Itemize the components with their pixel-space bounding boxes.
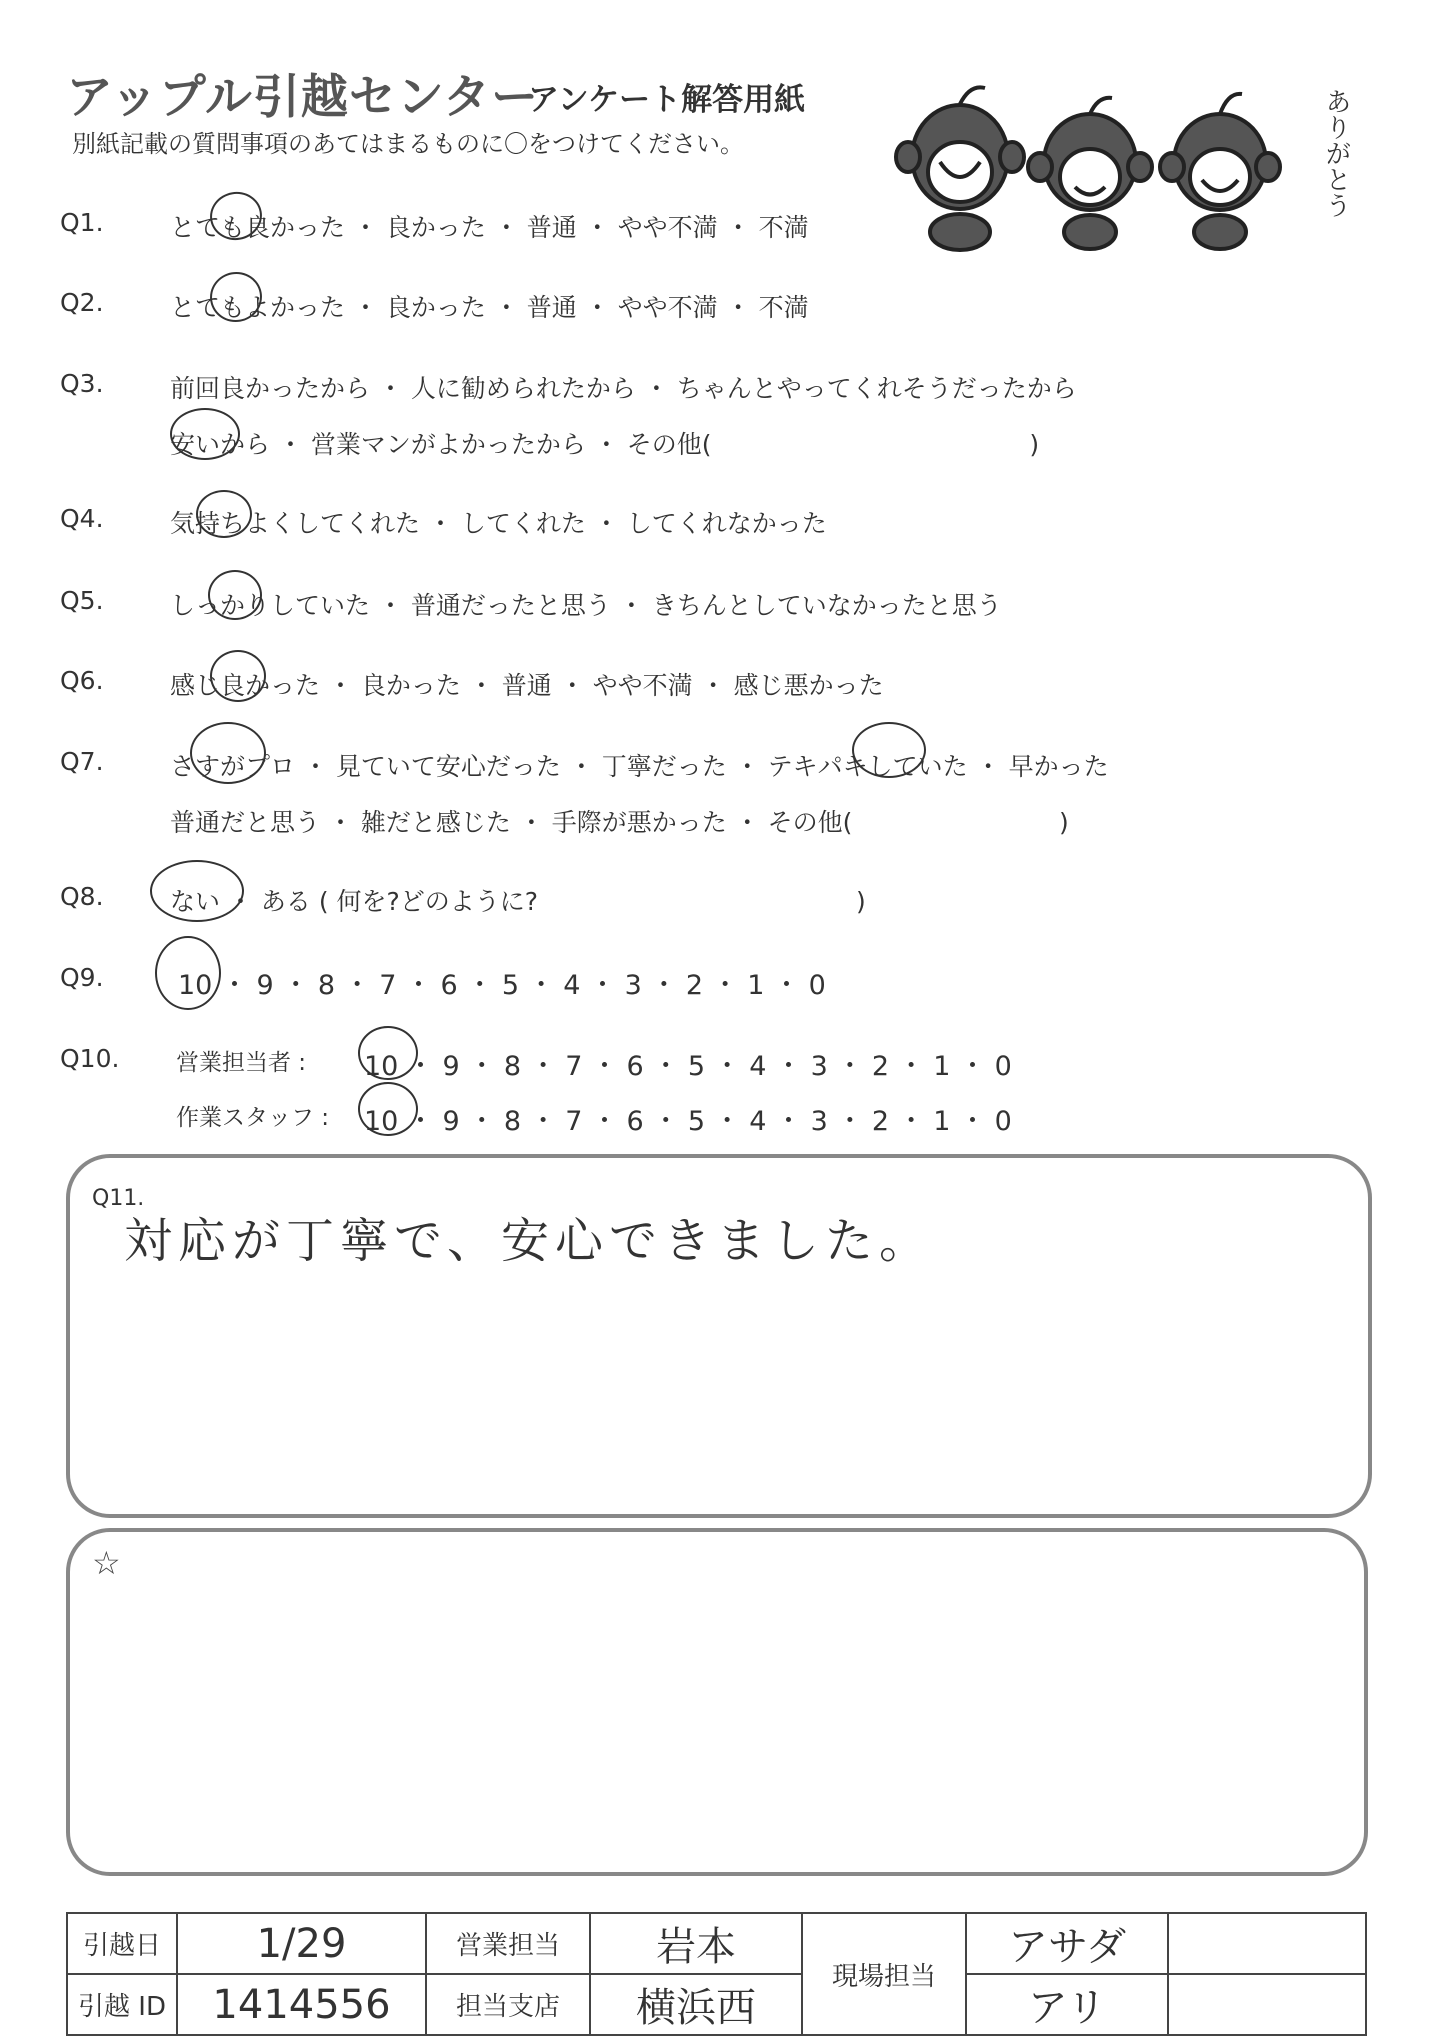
- sales-label: 営業担当: [426, 1913, 590, 1974]
- site-value-2: アリ: [966, 1974, 1168, 2035]
- q10-staff-label: 作業スタッフ :: [176, 1105, 330, 1131]
- q6-label: Q6.: [60, 666, 104, 695]
- footer-table: [66, 1912, 1367, 2036]
- q1-label: Q1.: [60, 208, 104, 237]
- answer-circle-q10-sales: [358, 1026, 418, 1080]
- q6-options: 感じ良かった ・ 良かった ・ 普通 ・ やや不満 ・ 感じ悪かった: [170, 671, 884, 700]
- move-id-label: 引越 ID: [67, 1974, 177, 2035]
- q7-options-line2: 普通だと思う ・ 雑だと感じた ・ 手際が悪かった ・ その他( ): [170, 808, 1069, 837]
- q1-options: とても良かった ・ 良かった ・ 普通 ・ やや不満 ・ 不満: [170, 213, 809, 242]
- answer-circle-q8: [150, 860, 244, 922]
- sales-value: 岩本: [590, 1913, 802, 1974]
- star-icon: ☆: [92, 1544, 121, 1582]
- q8-label: Q8.: [60, 882, 104, 911]
- q10-staff-scale: 10 ・ 9 ・ 8 ・ 7 ・ 6 ・ 5 ・ 4 ・ 3 ・ 2 ・ 1 ・ 0: [364, 1106, 1012, 1137]
- q7-label: Q7.: [60, 747, 104, 776]
- mascot-illustration: [890, 62, 1330, 252]
- q5-label: Q5.: [60, 586, 104, 615]
- instruction-text: 別紙記載の質問事項のあてはまるものに〇をつけてください。: [72, 130, 744, 158]
- empty-cell-2: [1168, 1974, 1366, 2035]
- q9-options: 10 ・ 9 ・ 8 ・ 7 ・ 6 ・ 5 ・ 4 ・ 3 ・ 2 ・ 1 ・ 0: [178, 970, 826, 1001]
- answer-circle-q6: [210, 650, 266, 702]
- move-date-value: 1/29: [177, 1913, 426, 1974]
- answer-circle-q9: [155, 936, 221, 1010]
- q2-label: Q2.: [60, 288, 104, 317]
- answer-circle-q3: [170, 408, 240, 460]
- q11-handwritten-answer: 対応が丁寧で、安心できました。: [124, 1213, 934, 1269]
- q3-options-line1: 前回良かったから ・ 人に勧められたから ・ ちゃんとやってくれそうだったから: [170, 374, 1077, 403]
- q4-label: Q4.: [60, 504, 104, 533]
- move-id-value: 1414556: [177, 1974, 426, 2035]
- q5-options: しっかりしていた ・ 普通だったと思う ・ きちんとしていなかったと思う: [170, 591, 1002, 620]
- q11-label: Q11.: [92, 1186, 145, 1211]
- site-label: 現場担当: [802, 1913, 966, 2035]
- answer-circle-q4: [196, 490, 252, 538]
- empty-cell-1: [1168, 1913, 1366, 1974]
- q3-label: Q3.: [60, 369, 104, 398]
- answer-circle-q7a: [190, 722, 266, 784]
- q10-sales-label: 営業担当者 :: [176, 1050, 307, 1076]
- q2-options: とてもよかった ・ 良かった ・ 普通 ・ やや不満 ・ 不満: [170, 293, 809, 322]
- answer-circle-q7b: [852, 722, 926, 778]
- q9-label: Q9.: [60, 963, 104, 992]
- q10-label: Q10.: [60, 1044, 120, 1073]
- page-title: アップル引越センター: [66, 70, 539, 125]
- q7-options-line1: さすがプロ ・ 見ていて安心だった ・ 丁寧だった ・ テキパキしていた ・ 早かった: [170, 752, 1109, 781]
- thanks-vertical-text: ありがとう: [1321, 88, 1351, 218]
- answer-circle-q5: [208, 570, 262, 620]
- branch-value: 横浜西: [590, 1974, 802, 2035]
- move-date-label: 引越日: [67, 1913, 177, 1974]
- q3-options-line2: 安いから ・ 営業マンがよかったから ・ その他( ): [170, 430, 1040, 459]
- q10-sales-scale: 10 ・ 9 ・ 8 ・ 7 ・ 6 ・ 5 ・ 4 ・ 3 ・ 2 ・ 1 ・ 0: [364, 1051, 1012, 1082]
- answer-circle-q10-staff: [358, 1082, 418, 1136]
- branch-label: 担当支店: [426, 1974, 590, 2035]
- site-value-1: アサダ: [966, 1913, 1168, 1974]
- page-subtitle: アンケート解答用紙: [528, 82, 806, 118]
- q8-options: ない ・ ある ( 何を?どのように? ): [170, 887, 866, 916]
- extra-comment-box: [66, 1528, 1368, 1876]
- q4-options: 気持ちよくしてくれた ・ してくれた ・ してくれなかった: [170, 509, 827, 538]
